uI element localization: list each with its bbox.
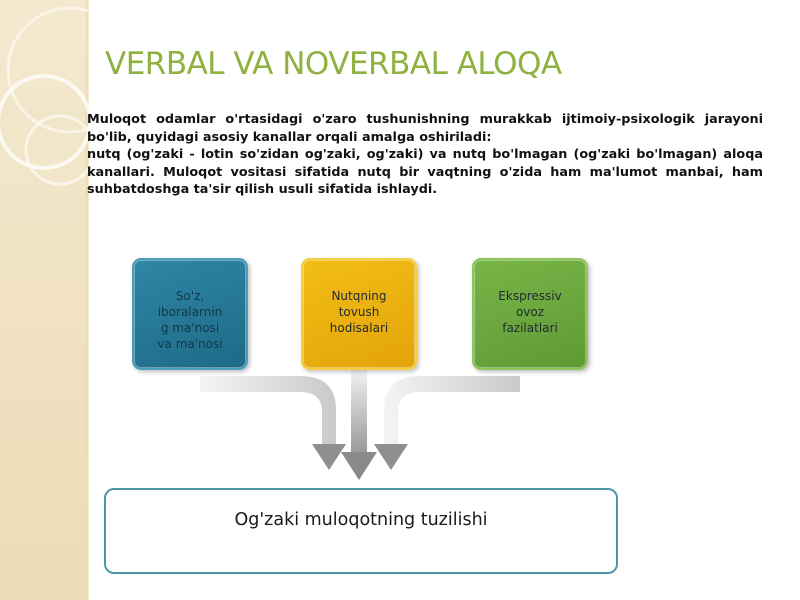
intro-paragraph-2: nutq (og'zaki - lotin so'zidan og'zaki, og'zaki) va nutq bo'lmagan (og'zaki bo'lmagan) aloqa kanallari. Muloqot vositasi sifatida nutq bir vaqtning o'zida ham ma'lumot manbai, ham suhbatdoshga ta'sir qilish usuli sifatida ishlaydi. [87, 147, 763, 197]
arrow-left [200, 376, 346, 470]
box-word-meaning-label: So'z, iboralarnin g ma'nosi va ma'nosi [157, 289, 223, 351]
result-box [104, 488, 618, 574]
box-sound-phenomena-label: Nutqning tovush hodisalari [329, 289, 389, 335]
result-label: Og'zaki muloqotning tuzilishi [234, 510, 488, 530]
box-sound-phenomena [301, 258, 417, 370]
arrow-center [341, 370, 377, 480]
box-word-meaning [132, 258, 248, 370]
box-expressive-voice-label: Ekspressiv ovoz fazilatlari [498, 289, 562, 335]
box-expressive-voice [472, 258, 588, 370]
slide-title: VERBAL VA NOVERBAL ALOQA [105, 46, 562, 82]
arrow-right [374, 376, 520, 470]
intro-paragraph-1: Muloqot odamlar o'rtasidagi o'zaro tushunishning murakkab ijtimoiy-psixologik jarayoni bo'lib, quyidagi asosiy kanallar orqali amalga oshiriladi: [87, 112, 763, 145]
